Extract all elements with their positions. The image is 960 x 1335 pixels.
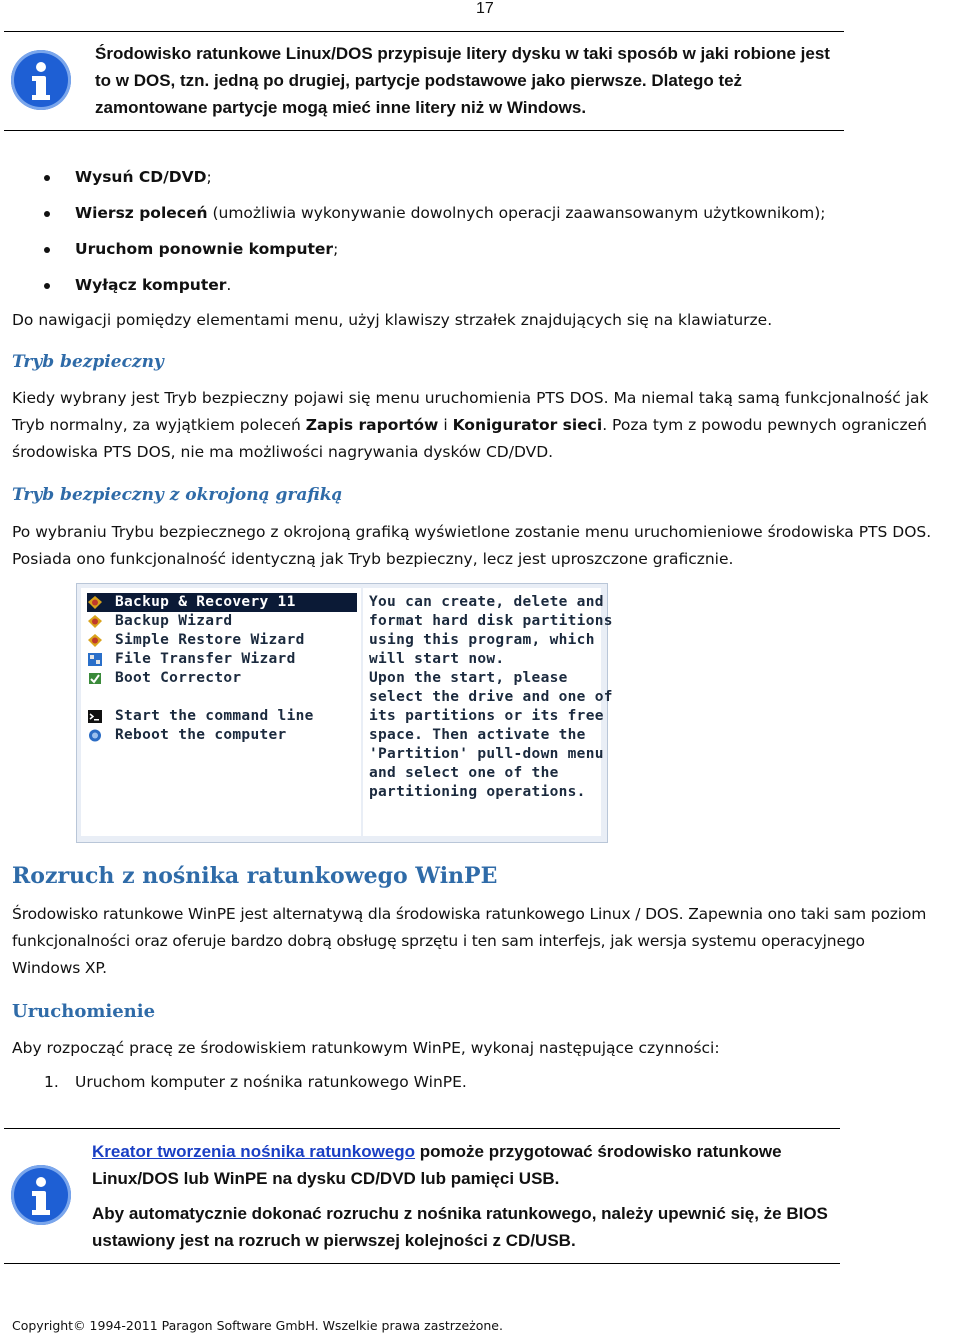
menu-item-label: Boot Corrector xyxy=(115,670,242,686)
description-line: format hard disk partitions xyxy=(369,613,613,629)
paragraph-line: funkcjonalności oraz oferuje bardzo dobrą obsługę sprzętu i ten sam interfejs, jak wersja systemu operacyjnego xyxy=(12,932,865,950)
bullet-dot xyxy=(44,175,50,181)
text-span: pomoże przygotować środowisko ratunkowe xyxy=(415,1142,782,1161)
pts-dos-menu-screenshot xyxy=(76,583,613,843)
menu-item-label: Backup & Recovery 11 xyxy=(115,594,296,610)
option-description: . xyxy=(226,276,232,294)
bullet-dot xyxy=(44,211,50,217)
description-line: space. Then activate the xyxy=(369,727,586,743)
bullet-dot xyxy=(44,247,50,253)
bottom-note-line xyxy=(92,1138,828,1165)
top-note-line: Środowisko ratunkowe Linux/DOS przypisuje litery dysku w taki sposób w jaki robione jest xyxy=(95,44,830,63)
file-transfer-icon xyxy=(87,652,103,667)
option-name: Wysuń CD/DVD xyxy=(75,168,207,186)
description-line: using this program, which xyxy=(369,632,595,648)
description-line: its partitions or its free xyxy=(369,708,604,724)
bottom-note-line: Aby automatycznie dokonać rozruchu z nośnika ratunkowego, należy upewnić się, że BIOS xyxy=(92,1204,828,1223)
section-heading-safe-mode: Tryb bezpieczny xyxy=(12,352,164,372)
description-line: will start now. xyxy=(369,651,505,667)
backup-recovery-icon xyxy=(87,595,103,610)
info-icon xyxy=(11,50,71,110)
bullet-dot xyxy=(44,283,50,289)
top-note-line: to w DOS, tzn. jedną po drugiej, partycje podstawowe jako pierwsze. Dlatego też xyxy=(95,71,743,90)
description-line: Upon the start, please xyxy=(369,670,568,686)
menu-item-label: Backup Wizard xyxy=(115,613,233,629)
description-line: partitioning operations. xyxy=(369,784,586,800)
menu-item-backup-recovery[interactable] xyxy=(87,593,357,612)
top-note-rule-bottom xyxy=(4,130,844,131)
section-heading-startup: Uruchomienie xyxy=(12,1001,156,1022)
description-line: and select one of the xyxy=(369,765,559,781)
boot-corrector-icon xyxy=(87,671,103,686)
navigation-paragraph: Do nawigacji pomiędzy elementami menu, użyj klawiszy strzałek znajdujących się na klawiaturze. xyxy=(12,311,773,329)
rescue-media-builder-link[interactable]: Kreator tworzenia nośnika ratunkowego xyxy=(92,1142,416,1161)
bottom-note-rule-top xyxy=(4,1128,840,1129)
command-name: Zapis raportów xyxy=(305,416,439,434)
top-note-line: zamontowane partycje mogą mieć inne litery niż w Windows. xyxy=(95,98,587,117)
backup-wizard-icon xyxy=(87,614,103,629)
paragraph-line: Po wybraniu Trybu bezpiecznego z okrojoną grafiką wyświetlone zostanie menu uruchomieniowe środowiska PTS DOS. xyxy=(12,523,932,541)
section-heading-safe-mode-reduced: Tryb bezpieczny z okrojoną grafiką xyxy=(12,485,343,505)
text-span: . Poza tym z powodu pewnych ograniczeń xyxy=(602,416,927,434)
safe-mode-paragraph xyxy=(12,385,928,466)
option-name: Uruchom ponownie komputer xyxy=(75,240,334,258)
command-name: Konigurator sieci xyxy=(452,416,603,434)
bottom-note-line: Linux/DOS lub WinPE na dysku CD/DVD lub pamięci USB. xyxy=(92,1169,560,1188)
description-line: You can create, delete and xyxy=(369,594,604,610)
startup-step xyxy=(44,1069,467,1096)
menu-description-panel xyxy=(363,588,613,836)
top-note-rule-top xyxy=(4,31,844,32)
step-number: 1. xyxy=(44,1073,59,1091)
restore-wizard-icon xyxy=(87,633,103,648)
terminal-icon xyxy=(87,709,103,724)
step-text: Uruchom komputer z nośnika ratunkowego WinPE. xyxy=(75,1073,467,1091)
winpe-paragraph xyxy=(12,901,926,982)
boot-menu-panel xyxy=(81,588,361,836)
description-line: select the drive and one of xyxy=(369,689,613,705)
startup-intro: Aby rozpocząć pracę ze środowiskiem ratunkowym WinPE, wykonaj następujące czynności: xyxy=(12,1039,720,1057)
bottom-note-rule-bottom xyxy=(4,1263,840,1264)
top-note xyxy=(95,40,830,121)
copyright-footer: Copyright© 1994-2011 Paragon Software GmbH. Wszelkie prawa zastrzeżone. xyxy=(12,1318,503,1333)
menu-item-label: Reboot the computer xyxy=(115,727,287,743)
text-span: i xyxy=(438,416,453,434)
menu-item-label: Start the command line xyxy=(115,708,314,724)
option-name: Wyłącz komputer xyxy=(75,276,227,294)
page-number: 17 xyxy=(476,0,494,17)
option-description: ; xyxy=(333,240,339,258)
paragraph-line: Środowisko ratunkowe WinPE jest alternatywą dla środowiska ratunkowego Linux / DOS. Zapewnia ono taki sam poziom xyxy=(12,905,927,923)
reboot-icon xyxy=(87,728,103,743)
menu-item-label: File Transfer Wizard xyxy=(115,651,296,667)
section-heading-winpe: Rozruch z nośnika ratunkowego WinPE xyxy=(12,863,498,889)
text-span: Tryb normalny, za wyjątkiem poleceń xyxy=(12,416,306,434)
safe-mode-reduced-paragraph xyxy=(12,519,931,573)
option-description: (umożliwia wykonywanie dowolnych operacji zaawansowanym użytkownikom); xyxy=(207,204,826,222)
info-icon xyxy=(11,1165,71,1225)
paragraph-line xyxy=(12,412,928,439)
paragraph-line: Windows XP. xyxy=(12,959,107,977)
menu-item-label: Simple Restore Wizard xyxy=(115,632,305,648)
bottom-note xyxy=(92,1138,828,1254)
option-name: Wiersz poleceń xyxy=(75,204,208,222)
paragraph-line: środowiska PTS DOS, nie ma możliwości nagrywania dysków CD/DVD. xyxy=(12,443,554,461)
paragraph-line: Kiedy wybrany jest Tryb bezpieczny pojawi się menu uruchomienia PTS DOS. Ma niemal taką samą funkcjonalność jak xyxy=(12,389,929,407)
option-description: ; xyxy=(206,168,212,186)
bottom-note-line: ustawiony jest na rozruch w pierwszej kolejności z CD/USB. xyxy=(92,1231,576,1250)
description-line: 'Partition' pull-down menu xyxy=(369,746,604,762)
paragraph-line: Posiada ono funkcjonalność identyczną jak Tryb bezpieczny, lecz jest uproszczone graficznie. xyxy=(12,550,734,568)
